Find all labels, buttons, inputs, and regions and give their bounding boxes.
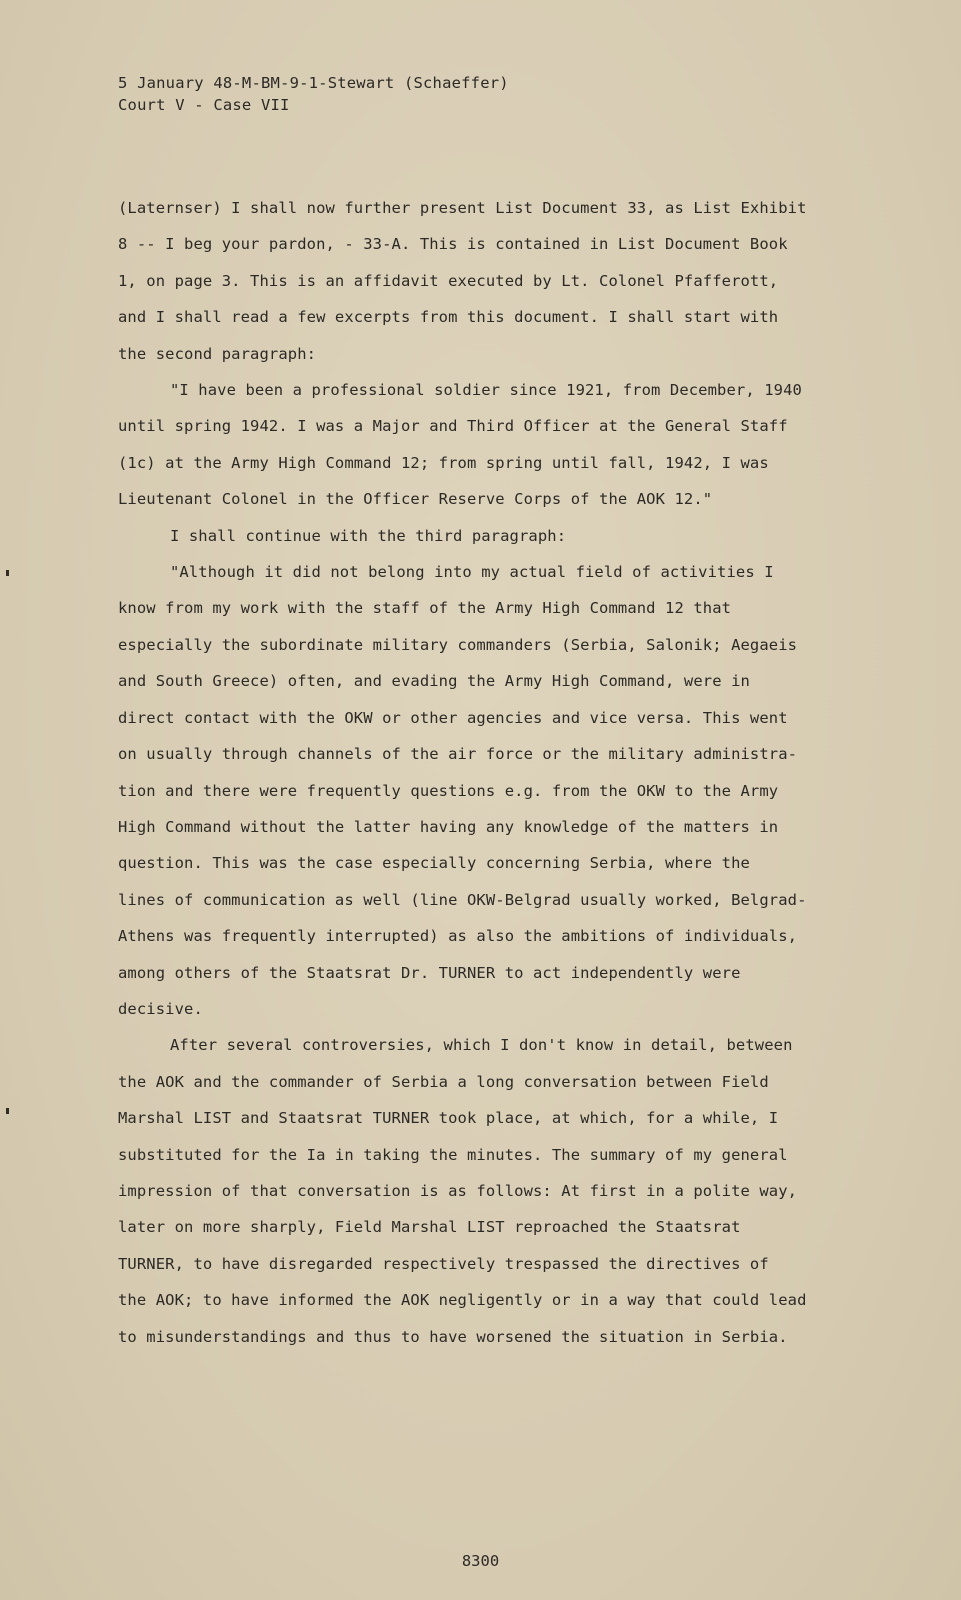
header-court-line: Court V - Case VII <box>118 96 290 114</box>
document-body <box>118 190 888 1355</box>
paragraph-controversies: After several controversies, which I don't know in detail, between the AOK and the commander of Serbia a long conversation between Field Marshal LIST and Staatsrat TURNER took place, at which, for a while, I substituted for the Ia in taking the minutes. The summary of my general impression of that conversation is as follows: At first in a polite way, later on more sharply, Field Marshal LIST reproached the Staatsrat TURNER, to have disregarded respectively trespassed the directives of the AOK; to have informed the AOK negligently or in a way that could lead to misunderstandings and thus to have worsened the situation in Serbia. <box>118 1036 807 1346</box>
paragraph-continue-third: I shall continue with the third paragraph: <box>170 526 567 545</box>
header-date-line: 5 January 48-M-BM-9-1-Stewart (Schaeffer) <box>118 74 509 92</box>
margin-mark <box>6 570 9 576</box>
paragraph-laternser-intro: (Laternser) I shall now further present List Document 33, as List Exhibit 8 -- I beg your pardon, - 33-A. This is contained in List Document Book 1, on page 3. This is an affidavit executed by Lt. Colonel Pfafferott, and I shall read a few excerpts from this document. I shall start with the second paragraph: <box>118 199 807 363</box>
margin-mark <box>6 1108 9 1114</box>
page-number: 8300 <box>461 1552 500 1570</box>
paragraph-quote-professional-soldier: "I have been a professional soldier since 1921, from December, 1940 until spring 1942. I was a Major and Third Officer at the General Staff (1c) at the Army High Command 12; from spring until fall, 1942, I was Lieutenant Colonel in the Officer Reserve Corps of the AOK 12." <box>118 381 802 509</box>
document-header <box>118 72 509 116</box>
paragraph-quote-activities: "Although it did not belong into my actual field of activities I know from my work with the staff of the Army High Command 12 that especially the subordinate military commanders (Serbia, Salonik; Aegaeis and South Greece) often, and evading the Army High Command, were in direct contact with the OKW or other agencies and vice versa. This went on usually through channels of the air force or the military administra- tion and there were frequently questions e.g. from the OKW to the Army High Command without the latter having any knowledge of the matters in question. This was the case especially concerning Serbia, where the lines of communication as well (line OKW-Belgrad usually worked, Belgrad- Athens was frequently interrupted) as also the ambitions of individuals, among others of the Staatsrat Dr. TURNER to act independently were decisive. <box>118 563 807 1018</box>
